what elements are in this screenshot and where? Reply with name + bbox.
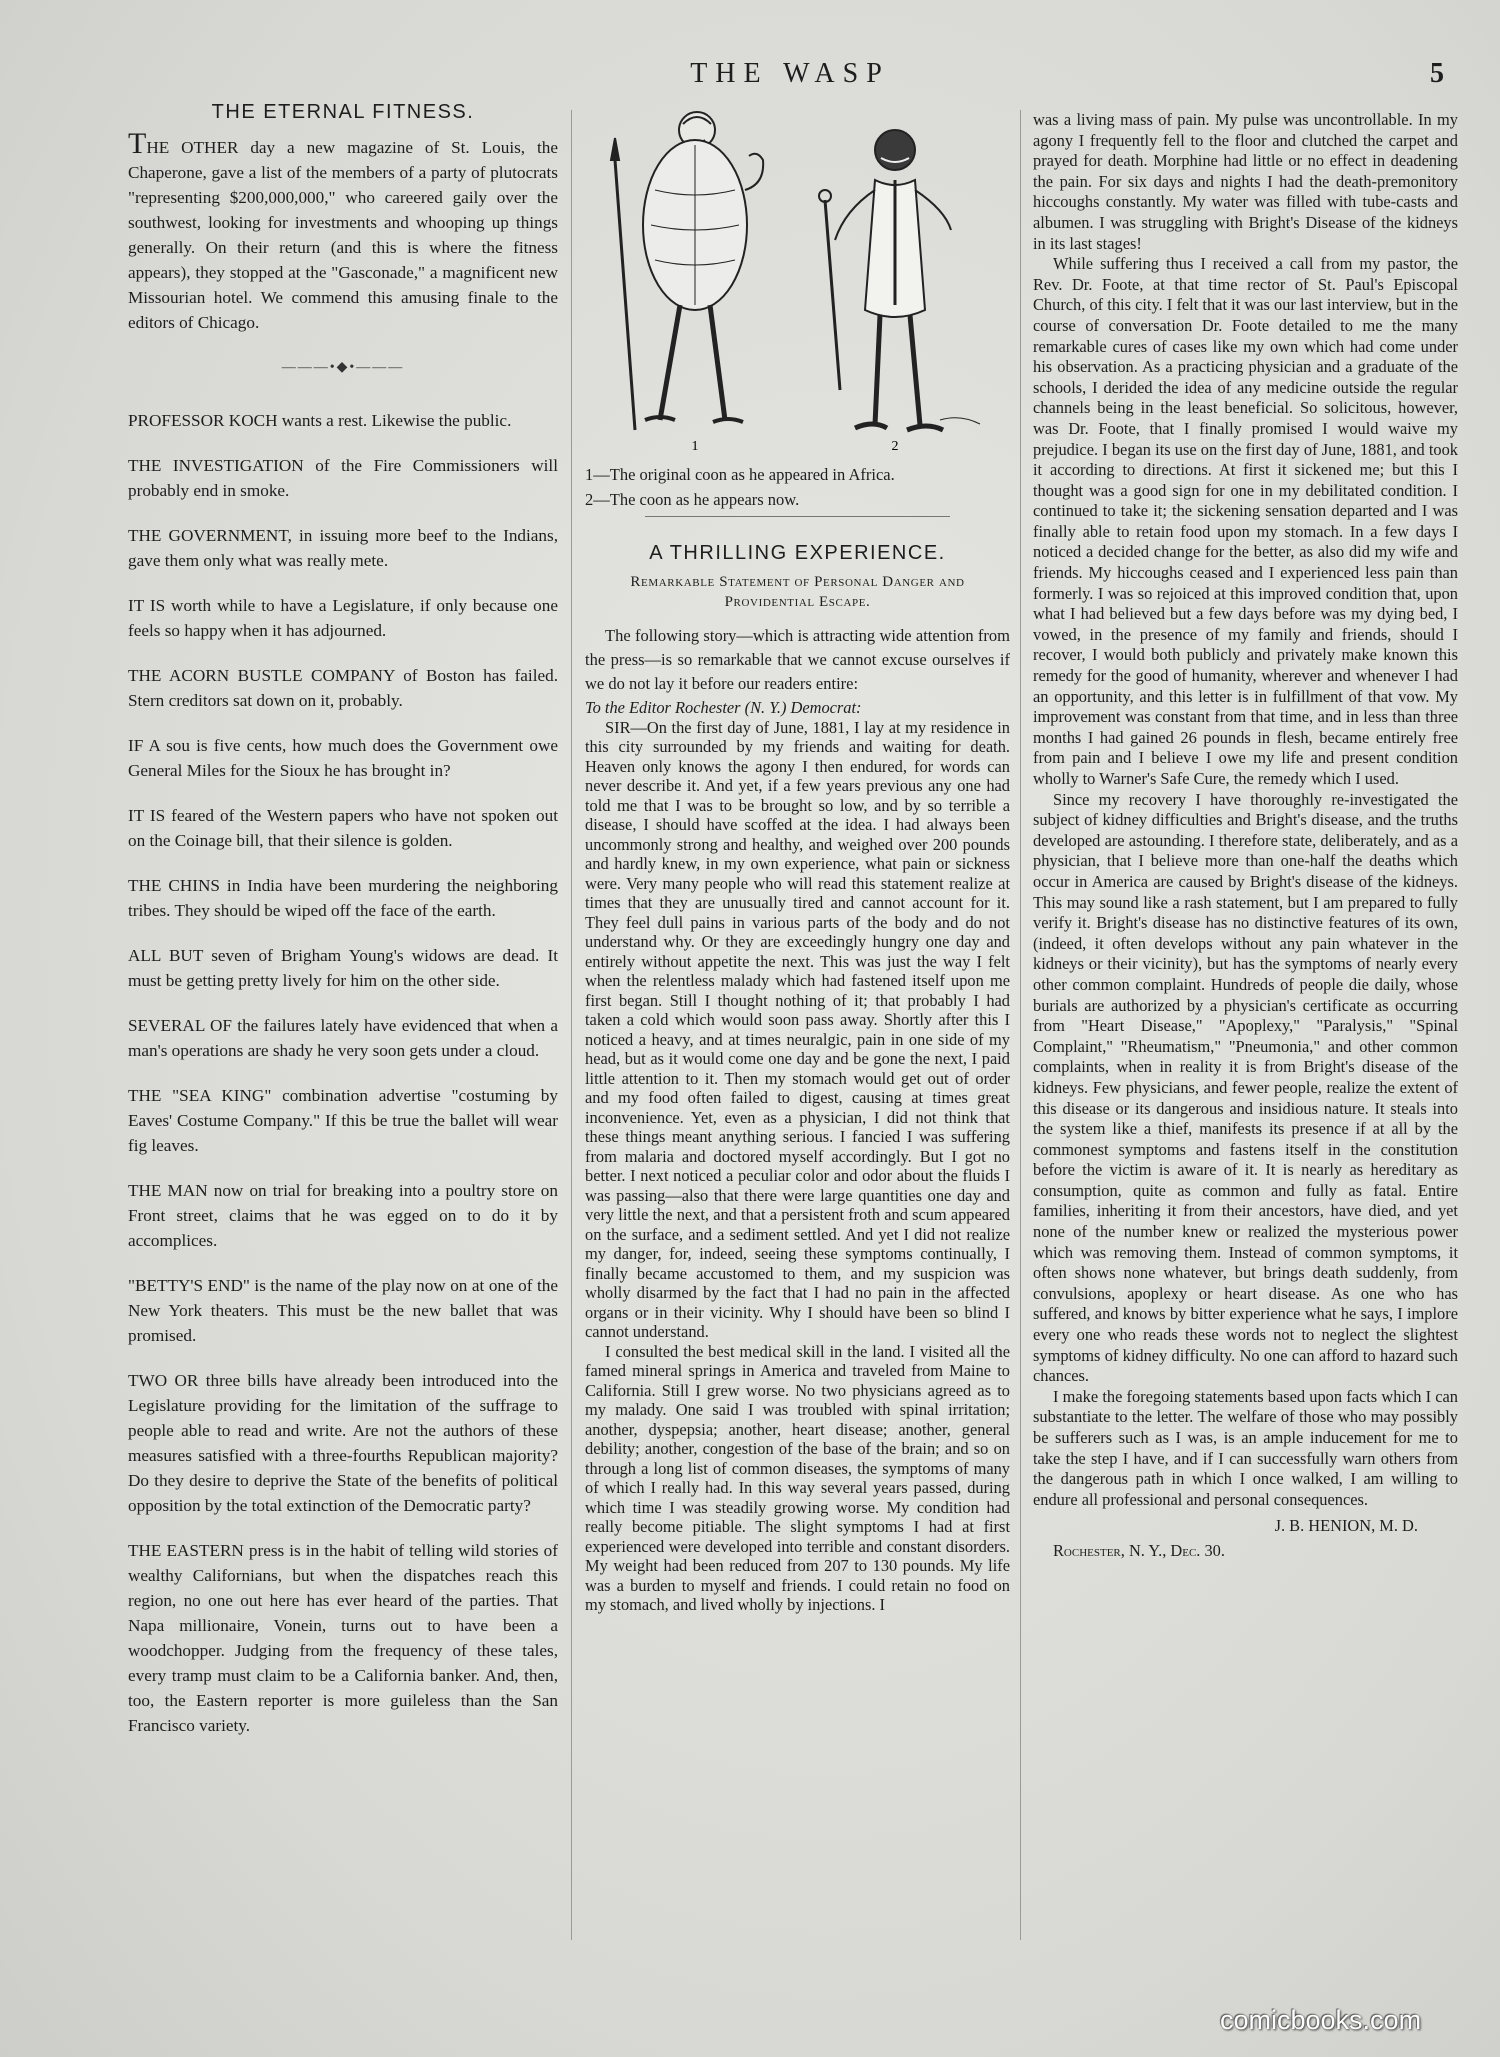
letter-paragraph: While suffering thus I received a call from my pastor, the Rev. Dr. Foote, at that time rector of St. Paul's Episcopal Church, of this city. I felt that it was our last interview, but in the course of conversation Dr. Foote detailed to me the many remarkable cures of cases like my own which had come under his observation. As a practicing physician and a graduate of the schools, I derided the idea of any medicine outside the regular channels being in the least beneficial. So solicitous, however, was Dr. Foote, that I finally promised I would waive my prejudice. I began its use on the first day of June, 1881, and took it according to directions. At first it sickened me; but this I thought was a good sign for one in my debilitated condition. I continued to take it; the sickening sensation departed and I was finally able to retain food upon my stomach. In a few days I noticed a decided change for the better, as also did my wife and friends. My hiccoughs ceased and I experienced less pain than formerly. I was so rejoiced at this improved condition that, upon what I had believed but a few days before was my dying bed, I vowed, in the presence of my family and friends, should I recover, I would both publicly and privately make known this remedy for the good of humanity, wherever and whenever I had an opportunity, and this letter is in fulfillment of that vow. My improvement was constant from that time, and in less than three months I had gained 26 pounds in flesh, became entirely free from pain and I believe I owe my life and present condition wholly to Warner's Safe Cure, the remedy which I used. xyxy=(1033,254,1458,788)
intro-paragraph: The following story—which is attracting wide attention from the press—is so remarkable that we cannot excuse ourselves if we do not lay it before our readers entire: xyxy=(585,626,1010,693)
lead-paragraph-text: THE OTHER day a new magazine of St. Louis, the Chaperone, gave a list of the members of a party of plutocrats "representing $200,000,000," who careered gaily over the southwest, looking for investments and whooping up things generally. On their return (and this is where the fitness appears), they stopped at the "Gasconade," a magnificent new Missourian hotel. We commend this amusing finale to the editors of Chicago. xyxy=(128,127,558,332)
short-paragraph: TWO OR three bills have already been introduced into the Legislature providing for the limitation of the suffrage to people able to read and write. Are not the authors of these measures satisfied with a three-fourths Republican majority? Do they desire to deprive the State of the benefits of political opposition by the total extinction of the Democratic party? xyxy=(128,1371,558,1515)
headline-thrilling-experience: A THRILLING EXPERIENCE. xyxy=(649,542,946,564)
figure-label-2: 2 xyxy=(891,439,899,454)
paragraph-list xyxy=(128,408,558,1738)
caption-1: 1—The original coon as he appeared in Africa. xyxy=(585,465,895,484)
cartoon-figures-drawing xyxy=(585,100,1010,460)
watermark: comicbooks.com xyxy=(1220,2005,1422,2035)
short-paragraph: PROFESSOR KOCH wants a rest. Likewise the public. xyxy=(128,411,512,430)
short-paragraph: SEVERAL OF the failures lately have evidenced that when a man's operations are shady he very soon gets under a cloud. xyxy=(128,1016,558,1060)
letter-paragraph: I make the foregoing statements based upon facts which I can substantiate to the letter. The welfare of those who may possibly be sufferers such as I was, is an ample inducement for me to take the step I have, and if I can successfully warn others from the dangerous path in which I once walked, I am willing to endure all professional and personal consequences. xyxy=(1033,1386,1458,1509)
short-paragraph: IT IS worth while to have a Legislature, if only because one feels so happy when it has adjourned. xyxy=(128,596,558,640)
letter-paragraph: was a living mass of pain. My pulse was uncontrollable. In my agony I frequently fell to the floor and clutched the carpet and prayed for death. Morphine had little or no effect in deadening the pain. For six days and nights I had the death-premonitory hiccoughs constantly. My water was filled with tube-casts and albumen. I was struggling with Bright's Disease of the kidneys in its last stages! xyxy=(1033,110,1458,253)
short-paragraph: THE MAN now on trial for breaking into a poultry store on Front street, claims that he was egged on to do it by accomplices. xyxy=(128,1181,558,1250)
short-paragraph: THE GOVERNMENT, in issuing more beef to the Indians, gave them only what was really mete. xyxy=(128,526,558,570)
column-2 xyxy=(585,100,1010,1615)
letter-paragraph: I consulted the best medical skill in the land. I visited all the famed mineral springs in America and traveled from Maine to California. Still I grew worse. No two physicians agreed as to my malady. One said I was troubled with spinal irritation; another, dyspepsia; another, heart disease; another, general debility; another, congestion of the base of the brain; and so on through a long list of common diseases, the symptoms of many of which I really had. In this way several years passed, during which time I was steadily growing worse. My condition had really become pitiable. The slight symptoms I had at first experienced were developed into terrible and constant disorders. My weight had been reduced from 207 to 130 pounds. My life was a burden to myself and friends. I could retain no food on my stomach, and lived wholly by injections. I xyxy=(585,1341,1010,1614)
short-paragraph: THE "SEA KING" combination advertise "costuming by Eaves' Costume Company." If this be true the ballet will wear fig leaves. xyxy=(128,1086,558,1155)
column-rule-right xyxy=(1020,110,1021,1940)
short-paragraph: THE EASTERN press is in the habit of telling wild stories of wealthy Californians, but when the dispatches reach this region, no one out here has ever heard of the parties. That Napa millionaire, Vonein, turns out to have been a woodchopper. Judging from the frequency of these tales, every tramp must claim to be a California banker. And, then, too, the Eastern reporter is more guileless than the San Francisco variety. xyxy=(128,1541,558,1735)
short-paragraph: THE CHINS in India have been murdering the neighboring tribes. They should be wiped off the face of the earth. xyxy=(128,876,558,920)
letter-paragraph: SIR—On the first day of June, 1881, I lay at my residence in this city surrounded by my friends and waiting for death. Heaven only knows the agony I then endured, for words can never describe it. And yet, if a few years previous any one had told me that I was to be brought so low, and by so terrible a disease, I should have scoffed at the idea. I had always been uncommonly strong and healthy, and weighed over 200 pounds and hardly knew, in my own experience, what pain or sickness were. Very many people who will read this statement realize at times that they are unusually tired and cannot account for it. They feel dull pains in various parts of the body and do not understand why. Or they are exceedingly hungry one day and entirely without appetite the next. This was just the way I felt when the relentless malady which had fastened itself upon me first began. Still I thought nothing of it; that probably I had taken a cold which would soon pass away. Shortly after this I noticed a heavy, and at times neuralgic, pain in one side of my head, but as it would come one day and be gone the next, I paid little attention to it. Then my stomach would get out of order and my food often failed to digest, causing at times great inconvenience. Yet, even as a physician, I did not think that these things meant anything serious. I fancied I was suffering from malaria and doctored myself accordingly. But I got no better. I next noticed a peculiar color and odor about the fluids I was passing—also that there were large quantities one day and very little the next, and that a persistent froth and scum appeared on the surface, and a sediment settled. And yet I did not realize my danger, for, indeed, seeing these symptoms continually, I finally became accustomed to them, and my suspicion was wholly disarmed by the fact that I had no pain in the affected organs or in their vicinity. Why I should have been so blind I cannot understand. xyxy=(585,717,1010,1341)
short-paragraph: IF A sou is five cents, how much does the Government owe General Miles for the Sioux he has brought in? xyxy=(128,736,558,780)
signature: J. B. HENION, M. D. xyxy=(1274,1516,1418,1536)
dateline: Rochester, N. Y., Dec. 30. xyxy=(1053,1540,1225,1560)
letter-paragraph: Since my recovery I have thoroughly re-investigated the subject of kidney difficulties and Bright's disease, and the truths developed are astounding. I therefore state, deliberately, and as a physician, that I believe more than one-half the deaths which occur in America are caused by Bright's disease of the kidneys. This may sound like a rash statement, but I am prepared to fully verify it. Bright's disease has no distinctive features of its own, (indeed, it often develops without any pain whatever in the kidneys or their vicinity), but has the symptoms of nearly every other common complaint. Hundreds of people die daily, whose burials are authorized by a physician's certificate as occurring from "Heart Disease," "Apoplexy," "Paralysis," "Spinal Complaint," "Rheumatism," "Pneumonia," and other common complaints, when in reality it is from Bright's disease of the kidneys. Few physicians, and fewer people, realize the extent of this disease or its dangerous and insidious nature. It steals into the system like a thief, manifests its presence if at all by the commonest symptoms and fastens itself in the constitution before the victim is aware of it. It is nearly as hereditary as consumption, quite as common and fully as fatal. Entire families, inheriting it from their ancestors, have died, and yet none of the number knew or realized the mysterious power which was removing them. Instead of common symptoms, it often shows none whatever, but brings death suddenly, from convulsions, apoplexy or heart disease. As one who has suffered, and knows by bitter experience what he says, I implore every one who reads these words not to neglect the slightest symptoms of kidney difficulty. No one can afford to hazard such chances. xyxy=(1033,789,1458,1386)
short-paragraph: IT IS feared of the Western papers who have not spoken out on the Coinage bill, that their silence is golden. xyxy=(128,806,558,850)
subheadline: Remarkable Statement of Personal Danger and Providential Escape. xyxy=(630,574,965,610)
column-1 xyxy=(128,100,558,1758)
lead-paragraph xyxy=(128,127,558,335)
caption-2: 2—The coon as he appears now. xyxy=(585,490,800,509)
figure-2-cane xyxy=(825,200,840,390)
short-paragraph: THE INVESTIGATION of the Fire Commissioners will probably end in smoke. xyxy=(128,456,558,500)
headline-eternal-fitness: THE ETERNAL FITNESS. xyxy=(211,101,475,123)
salutation: To the Editor Rochester (N. Y.) Democrat: xyxy=(585,698,862,717)
cartoon-illustration xyxy=(585,100,1010,460)
figure-label-1: 1 xyxy=(691,439,699,454)
short-paragraph: THE ACORN BUSTLE COMPANY of Boston has failed. Stern creditors sat down on it, probably. xyxy=(128,666,558,710)
divider-rule xyxy=(645,516,950,517)
figure-2-head xyxy=(875,130,915,170)
column-3 xyxy=(1033,110,1458,1562)
page-number: 5 xyxy=(1430,58,1444,89)
section-divider: ———•◆•——— xyxy=(281,360,405,375)
column-rule-left xyxy=(571,110,572,1940)
short-paragraph: ALL BUT seven of Brigham Young's widows are dead. It must be getting pretty lively for him on the other side. xyxy=(128,946,558,990)
short-paragraph: "BETTY'S END" is the name of the play now on at one of the New York theaters. This must be the new ballet that was promised. xyxy=(128,1276,558,1345)
masthead: THE WASP xyxy=(690,58,890,89)
figure-1-spear xyxy=(615,160,635,430)
